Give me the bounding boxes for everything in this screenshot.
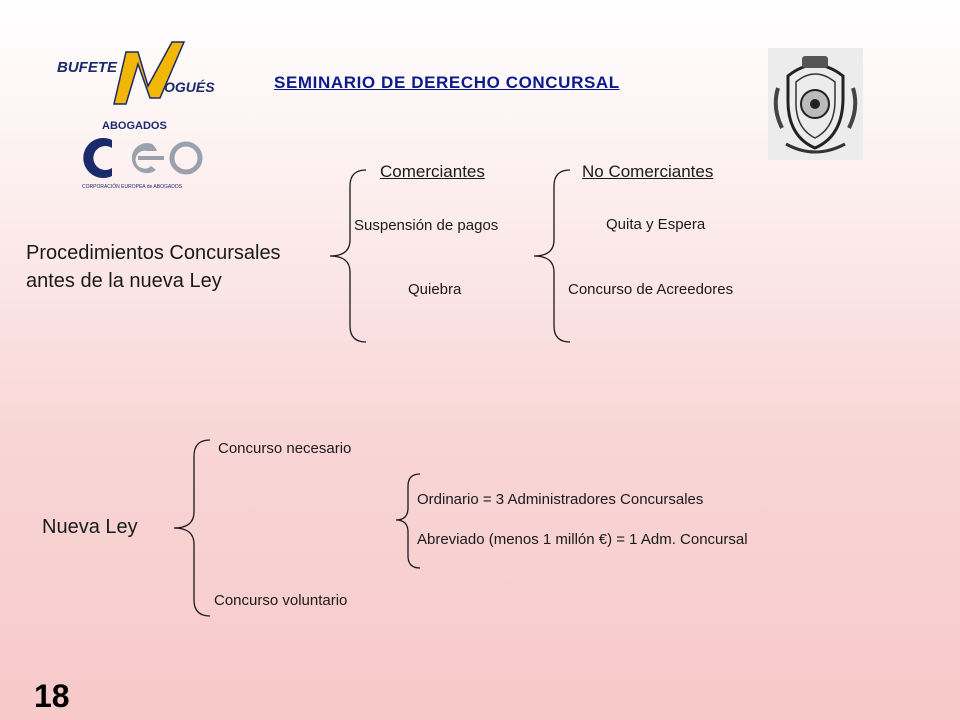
section1-left-brace [328, 168, 368, 344]
sub-item-abreviado: Abreviado (menos 1 millón €) = 1 Adm. Concursal [417, 531, 748, 548]
logo-nogues-word: OGUÉS [164, 79, 215, 95]
cea-c-shape [83, 138, 112, 178]
item-concurso-necesario: Concurso necesario [218, 440, 352, 457]
col1-heading: Comerciantes [380, 162, 485, 181]
seminar-title: SEMINARIO DE DERECHO CONCURSAL [274, 73, 620, 92]
section2-brace [172, 438, 212, 618]
col1-item-quiebra: Quiebra [408, 281, 462, 298]
section1-label-line1: Procedimientos Concursales [26, 242, 281, 264]
cea-e-shape [132, 143, 164, 173]
cea-caption: CORPORACIÓN EUROPEA de ABOGADOS [82, 184, 183, 190]
section2-label: Nueva Ley [42, 516, 138, 538]
seal-icon [768, 48, 863, 160]
col2-heading: No Comerciantes [582, 162, 714, 181]
section2-sub-brace [394, 472, 424, 572]
section1-right-brace [532, 168, 572, 344]
logo-abogados-word: ABOGADOS [102, 120, 167, 132]
col2-item-quita: Quita y Espera [606, 216, 706, 233]
section1-label-line2: antes de la nueva Ley [26, 270, 222, 292]
cea-logo [80, 136, 210, 192]
logo-bufete-word: BUFETE [57, 59, 117, 76]
sub-item-ordinario: Ordinario = 3 Administradores Concursales [417, 491, 704, 508]
cea-a-ring [172, 144, 200, 172]
col2-item-concurso-acreedores: Concurso de Acreedores [568, 281, 734, 298]
coat-of-arms-seal [768, 48, 863, 160]
page-number: 18 [34, 678, 70, 714]
col1-item-suspension: Suspensión de pagos [354, 217, 499, 234]
item-concurso-voluntario: Concurso voluntario [214, 592, 348, 609]
bufete-nogues-logo [52, 36, 242, 136]
